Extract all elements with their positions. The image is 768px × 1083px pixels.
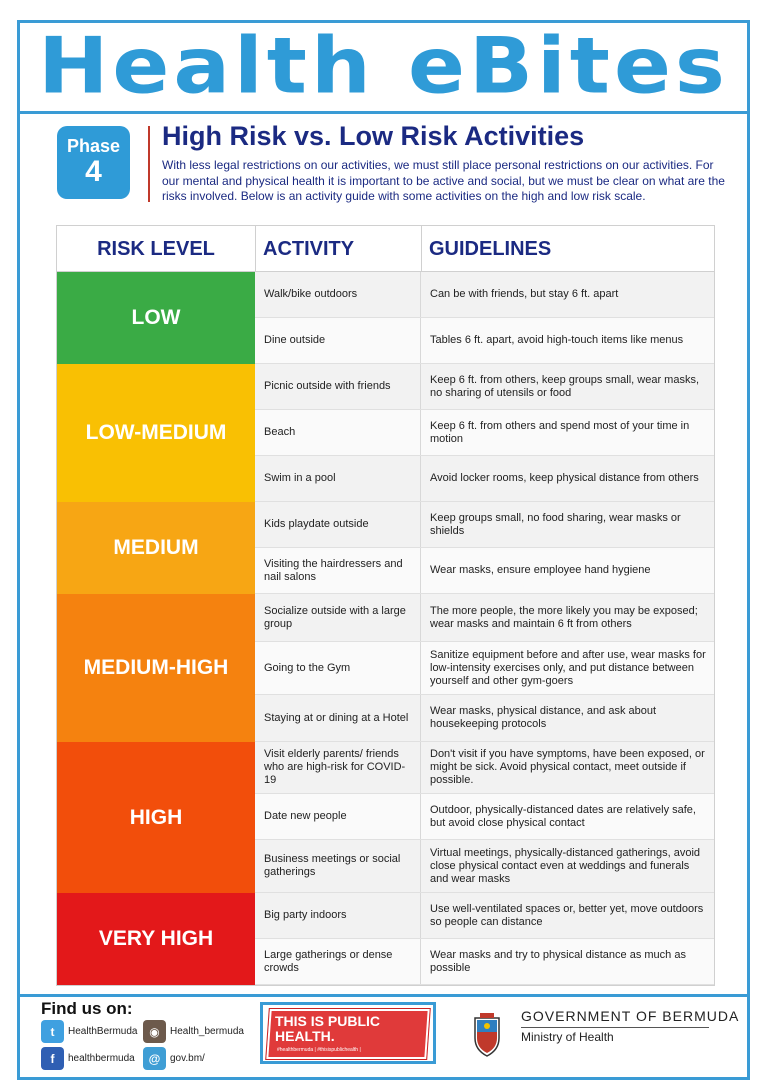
- guideline-cell: Sanitize equipment before and after use, wear masks for low-intensity exercises only, and put distance between yourself and other gym-goers: [430, 648, 706, 687]
- guideline-cell: Wear masks and try to physical distance as much as possible: [430, 948, 686, 974]
- guideline-cell: Keep groups small, no food sharing, wear masks or shields: [430, 511, 681, 537]
- header-risk-level: RISK LEVEL: [97, 238, 215, 260]
- social-instagram[interactable]: [143, 1020, 244, 1043]
- guideline-cell: Use well-ventilated spaces or, better yet, move outdoors so people can distance: [430, 902, 704, 928]
- brand-title: Health eBites: [38, 20, 729, 111]
- activity-cell: Large gatherings or dense crowds: [255, 939, 421, 984]
- risk-group: [57, 742, 714, 893]
- instagram-icon: ◉: [143, 1020, 166, 1043]
- table-row: [255, 742, 714, 794]
- table-row: [255, 939, 714, 985]
- government-name: GOVERNMENT OF BERMUDA: [521, 1008, 740, 1024]
- guideline-cell: Can be with friends, but stay 6 ft. apart: [430, 288, 619, 300]
- guideline-cell: Avoid locker rooms, keep physical distance from others: [430, 472, 699, 484]
- table-row: [255, 318, 714, 364]
- activity-cell: Kids playdate outside: [255, 502, 421, 547]
- guideline-cell: Tables 6 ft. apart, avoid high-touch items like menus: [430, 334, 684, 346]
- risk-group: [57, 893, 714, 985]
- public-health-badge: [260, 1002, 436, 1064]
- table-row: [255, 364, 714, 410]
- social-handle: Health_bermuda: [170, 1026, 244, 1037]
- government-underline: [521, 1027, 709, 1028]
- risk-group: [57, 272, 714, 364]
- risk-level-cell: MEDIUM: [57, 502, 255, 594]
- table-header: [57, 226, 714, 272]
- table-row: [255, 642, 714, 695]
- risk-level-cell: VERY HIGH: [57, 893, 255, 985]
- activity-cell: Beach: [255, 410, 421, 455]
- activity-cell: Going to the Gym: [255, 642, 421, 694]
- public-health-line2: HEALTH.: [275, 1028, 335, 1044]
- social-handle: HealthBermuda: [68, 1026, 138, 1037]
- activity-cell: Date new people: [255, 794, 421, 839]
- phase-badge: [57, 126, 130, 199]
- social-handle: gov.bm/: [170, 1053, 205, 1064]
- risk-level-cell: LOW-MEDIUM: [57, 364, 255, 502]
- table-row: [255, 840, 714, 893]
- header-activity: ACTIVITY: [263, 238, 355, 260]
- activity-cell: Staying at or dining at a Hotel: [255, 695, 421, 741]
- guideline-cell: Outdoor, physically-distanced dates are relatively safe, but avoid close physical contact: [430, 803, 696, 829]
- title-divider: [148, 126, 150, 202]
- guideline-cell: Wear masks, ensure employee hand hygiene: [430, 564, 651, 576]
- public-health-line1: THIS IS PUBLIC: [275, 1013, 381, 1029]
- activity-cell: Socialize outside with a large group: [255, 594, 421, 641]
- table-row: [255, 594, 714, 642]
- header-guidelines: GUIDELINES: [429, 238, 552, 260]
- risk-level-cell: LOW: [57, 272, 255, 364]
- header-divider: [421, 226, 422, 272]
- guideline-cell: The more people, the more likely you may be exposed; wear masks and maintain 6 ft from others: [430, 604, 698, 630]
- social-web[interactable]: [143, 1047, 205, 1070]
- social-facebook[interactable]: [41, 1047, 135, 1070]
- page-title: High Risk vs. Low Risk Activities: [162, 121, 585, 151]
- intro-text: With less legal restrictions on our activities, we must still place personal restrictions on our activities. For our mental and physical health it is important to be active and social, but we must be clear on what are the risks involved. Below is an activity guide with some activities on the high and low risk scale.: [162, 158, 725, 203]
- activity-cell: Big party indoors: [255, 893, 421, 938]
- table-row: [255, 794, 714, 840]
- risk-level-cell: MEDIUM-HIGH: [57, 594, 255, 742]
- guideline-cell: Keep 6 ft. from others, keep groups small, wear masks, no sharing of utensils or food: [430, 373, 700, 399]
- guideline-cell: Don't visit if you have symptoms, have been exposed, or might be sick. Avoid physical contact, meet outside if possible.: [430, 748, 705, 786]
- phase-number: 4: [85, 155, 102, 188]
- risk-level-cell: HIGH: [57, 742, 255, 893]
- web-icon: @: [143, 1047, 166, 1070]
- table-row: [255, 272, 714, 318]
- table-row: [255, 410, 714, 456]
- public-health-text: [275, 1014, 380, 1044]
- phase-label: Phase: [66, 136, 121, 156]
- risk-group: [57, 364, 714, 502]
- ministry-name: Ministry of Health: [521, 1030, 614, 1044]
- activity-cell: Business meetings or social gatherings: [255, 840, 421, 892]
- risk-group: [57, 502, 714, 594]
- social-handle: healthbermuda: [68, 1053, 135, 1064]
- facebook-icon: f: [41, 1047, 64, 1070]
- table-row: [255, 456, 714, 502]
- guideline-cell: Virtual meetings, physically-distanced gatherings, avoid close physical contact even at weddings and funerals and wear masks: [430, 846, 701, 885]
- table-row: [255, 695, 714, 742]
- activity-cell: Picnic outside with friends: [255, 364, 421, 409]
- guideline-cell: Wear masks, physical distance, and ask about housekeeping protocols: [430, 705, 657, 730]
- social-twitter[interactable]: [41, 1020, 137, 1043]
- activity-cell: Visit elderly parents/ friends who are high-risk for COVID-19: [255, 742, 421, 793]
- twitter-icon: t: [41, 1020, 64, 1043]
- table-row: [255, 548, 714, 594]
- activity-cell: Walk/bike outdoors: [255, 272, 421, 317]
- find-us-label: Find us on:: [41, 999, 133, 1018]
- guideline-cell: Keep 6 ft. from others and spend most of your time in motion: [430, 419, 690, 445]
- footer-divider: [17, 994, 750, 997]
- bermuda-crest-icon: [470, 1012, 504, 1060]
- table-row: [255, 502, 714, 548]
- activity-cell: Dine outside: [255, 318, 421, 363]
- table-row: [255, 893, 714, 939]
- header-divider: [255, 226, 256, 272]
- risk-group: [57, 594, 714, 742]
- activity-cell: Visiting the hairdressers and nail salons: [255, 548, 421, 593]
- masthead: [17, 20, 750, 114]
- public-health-tagline: #healthbermuda | #thisispublichealth |: [277, 1047, 361, 1053]
- activity-cell: Swim in a pool: [255, 456, 421, 501]
- risk-table: [56, 225, 715, 986]
